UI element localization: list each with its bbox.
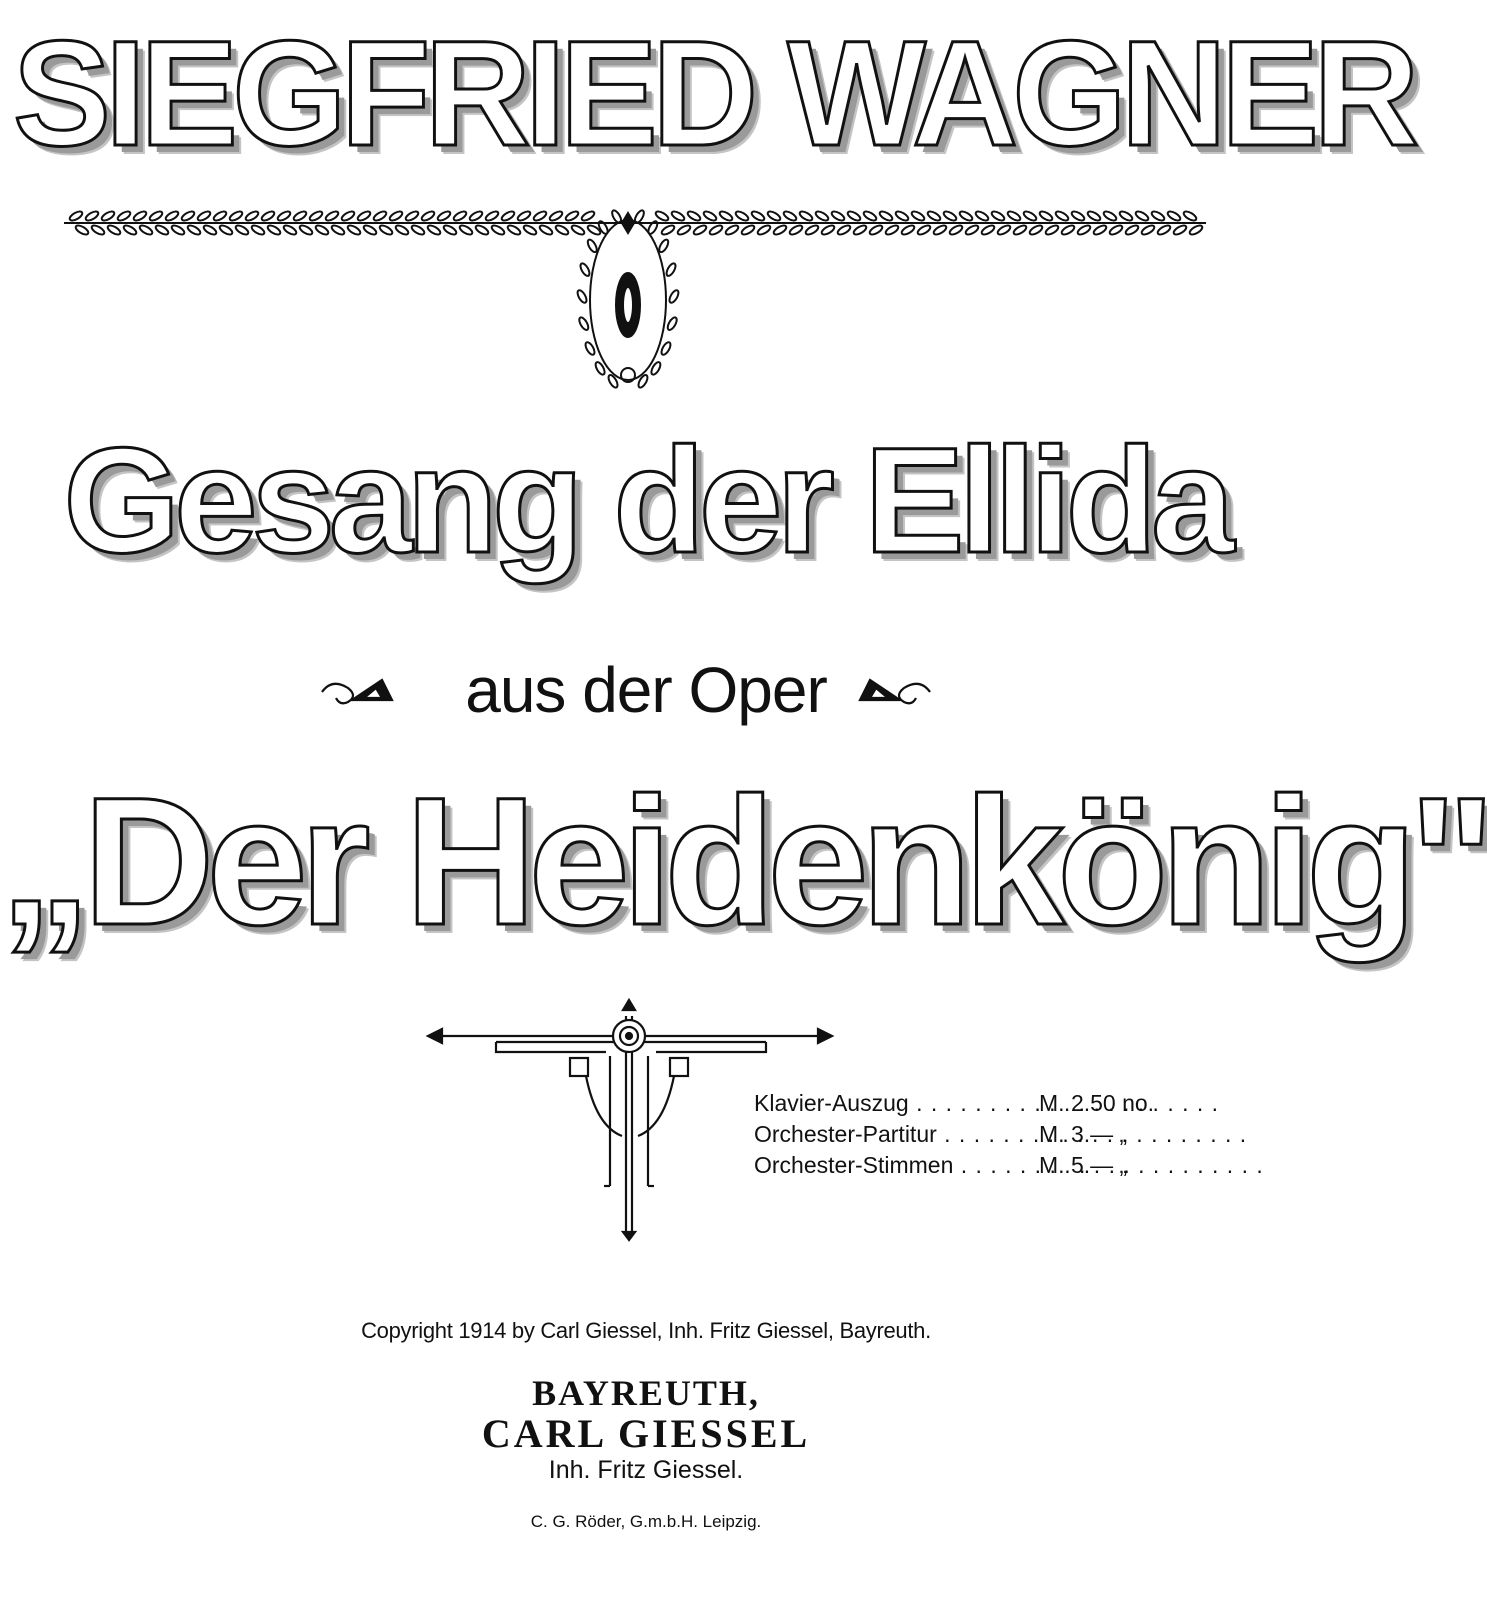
laurel-leaf — [1044, 224, 1059, 237]
publisher-name: CARL GIESSEL — [481, 1411, 811, 1456]
laurel-leaf — [1012, 224, 1027, 237]
laurel-leaf — [1140, 224, 1155, 237]
laurel-leaf — [1038, 210, 1053, 223]
laurel-leaf — [692, 224, 707, 237]
laurel-leaf — [170, 224, 185, 237]
laurel-leaf — [576, 289, 589, 304]
laurel-leaf — [1124, 224, 1139, 237]
laurel-leaf — [490, 224, 505, 237]
laurel-leaf — [564, 210, 579, 223]
laurel-leaf — [862, 210, 877, 223]
laurel-leaf — [772, 224, 787, 237]
laurel-leaf — [106, 224, 121, 237]
laurel-leaf — [202, 224, 217, 237]
laurel-leaf — [1102, 210, 1117, 223]
laurel-leaf — [276, 210, 291, 223]
laurel-leaf — [996, 224, 1011, 237]
laurel-leaf — [798, 210, 813, 223]
printer-credit: C. G. Röder, G.m.b.H. Leipzig. — [530, 1512, 762, 1531]
laurel-leaf — [314, 224, 329, 237]
laurel-leaf — [820, 224, 835, 237]
laurel-leaf — [702, 210, 717, 223]
laurel-leaf — [1086, 210, 1101, 223]
laurel-leaf — [554, 224, 569, 237]
price-row — [754, 1119, 1154, 1150]
laurel-leaf — [910, 210, 925, 223]
laurel-leaf — [654, 210, 669, 223]
laurel-leaf — [522, 224, 537, 237]
laurel-leaf — [186, 224, 201, 237]
laurel-leaf — [676, 224, 691, 237]
laurel-leaf — [990, 210, 1005, 223]
laurel-leaf — [148, 210, 163, 223]
laurel-leaf — [668, 289, 681, 304]
laurel-leaf — [234, 224, 249, 237]
laurel-leaf — [378, 224, 393, 237]
laurel-leaf — [894, 210, 909, 223]
opera-title: „Der Heidenkönig" — [0, 759, 1487, 963]
laurel-leaf — [250, 224, 265, 237]
laurel-leaf — [266, 224, 281, 237]
laurel-leaf — [948, 224, 963, 237]
laurel-leaf — [116, 210, 131, 223]
laurel-leaf — [1060, 224, 1075, 237]
laurel-leaf — [426, 224, 441, 237]
laurel-leaf — [836, 224, 851, 237]
laurel-leaf — [788, 224, 803, 237]
price-part-name: Klavier-Auszug . . . — [754, 1088, 1039, 1119]
laurel-leaf — [584, 341, 597, 356]
laurel-leaf — [958, 210, 973, 223]
laurel-leaf — [974, 210, 989, 223]
publisher-owner: Inh. Fritz Giessel. — [548, 1456, 744, 1484]
laurel-leaf — [1092, 224, 1107, 237]
laurel-leaf — [1108, 224, 1123, 237]
laurel-leaf — [1076, 224, 1091, 237]
laurel-leaf — [756, 224, 771, 237]
laurel-leaf — [452, 210, 467, 223]
laurel-leaf — [282, 224, 297, 237]
laurel-leaf — [852, 224, 867, 237]
laurel-leaf — [980, 224, 995, 237]
laurel-leaf — [410, 224, 425, 237]
laurel-leaf — [218, 224, 233, 237]
laurel-leaf — [670, 210, 685, 223]
laurel-leaf — [900, 224, 915, 237]
laurel-leaf — [468, 210, 483, 223]
laurel-leaf — [814, 210, 829, 223]
laurel-leaf — [404, 210, 419, 223]
laurel-leaf — [586, 238, 599, 253]
laurel-leaf — [68, 210, 83, 223]
laurel-leaf — [1166, 210, 1181, 223]
laurel-leaf — [1118, 210, 1133, 223]
laurel-leaf — [532, 210, 547, 223]
laurel-leaf — [1006, 210, 1021, 223]
laurel-leaf — [500, 210, 515, 223]
laurel-leaf — [420, 210, 435, 223]
laurel-leaf — [538, 224, 553, 237]
laurel-leaf — [830, 210, 845, 223]
laurel-leaf — [346, 224, 361, 237]
laurel-leaf — [718, 210, 733, 223]
laurel-leaf — [740, 224, 755, 237]
laurel-leaf — [100, 210, 115, 223]
laurel-leaf — [878, 210, 893, 223]
laurel-leaf — [84, 210, 99, 223]
price-part-name: Orchester-Partitur . . . — [754, 1119, 1039, 1150]
price-value: M. 5.— „ — [1039, 1152, 1128, 1178]
right-flourish-ornament — [852, 674, 934, 708]
laurel-leaf — [372, 210, 387, 223]
laurel-leaf — [474, 224, 489, 237]
laurel-leaf — [122, 224, 137, 237]
work-subtitle: aus der Oper — [465, 654, 827, 726]
work-title: Gesang der Ellida — [63, 416, 1229, 584]
laurel-leaf — [846, 210, 861, 223]
laurel-leaf — [665, 262, 678, 277]
laurel-leaf — [932, 224, 947, 237]
laurel-leaf — [180, 210, 195, 223]
laurel-leaf — [926, 210, 941, 223]
laurel-leaf — [548, 210, 563, 223]
laurel-leaf — [964, 224, 979, 237]
copyright-notice: Copyright 1914 by Carl Giessel, Inh. Fritz Giessel, Bayreuth. — [361, 1318, 931, 1343]
laurel-leaf — [1182, 210, 1197, 223]
laurel-leaf — [916, 224, 931, 237]
laurel-leaf — [138, 224, 153, 237]
laurel-leaf — [516, 210, 531, 223]
laurel-leaf — [330, 224, 345, 237]
laurel-leaf — [1028, 224, 1043, 237]
laurel-leaf — [324, 210, 339, 223]
laurel-leaf — [362, 224, 377, 237]
laurel-leaf — [686, 210, 701, 223]
laurel-leaf — [657, 238, 670, 253]
publisher-city: BAYREUTH, — [532, 1373, 760, 1413]
laurel-leaf — [90, 224, 105, 237]
laurel-leaf — [1172, 224, 1187, 237]
laurel-leaf — [298, 224, 313, 237]
laurel-leaf — [164, 210, 179, 223]
laurel-leaf — [750, 210, 765, 223]
laurel-leaf — [666, 316, 679, 331]
laurel-leaf — [292, 210, 307, 223]
price-list — [754, 1088, 1154, 1181]
laurel-leaf — [782, 210, 797, 223]
laurel-leaf — [260, 210, 275, 223]
laurel-leaf — [132, 210, 147, 223]
laurel-leaf — [1070, 210, 1085, 223]
laurel-leaf — [196, 210, 211, 223]
laurel-leaf — [436, 210, 451, 223]
laurel-leaf — [154, 224, 169, 237]
laurel-leaf — [734, 210, 749, 223]
laurel-leaf — [356, 210, 371, 223]
laurel-leaf — [868, 224, 883, 237]
price-value: M. 2.50 no. — [1039, 1090, 1155, 1116]
laurel-leaf — [724, 224, 739, 237]
laurel-leaf — [766, 210, 781, 223]
laurel-leaf — [212, 210, 227, 223]
laurel-leaf — [228, 210, 243, 223]
laurel-leaf — [580, 210, 595, 223]
laurel-leaf — [506, 224, 521, 237]
laurel-leaf — [660, 341, 673, 356]
price-row — [754, 1150, 1154, 1181]
laurel-leaf — [708, 224, 723, 237]
laurel-leaf — [570, 224, 585, 237]
laurel-leaf — [884, 224, 899, 237]
laurel-leaf — [340, 210, 355, 223]
laurel-leaf — [1134, 210, 1149, 223]
laurel-leaf — [484, 210, 499, 223]
laurel-leaf — [1156, 224, 1171, 237]
laurel-leaf — [394, 224, 409, 237]
laurel-leaf — [308, 210, 323, 223]
laurel-leaf — [660, 224, 675, 237]
laurel-leaf — [442, 224, 457, 237]
laurel-leaf — [1054, 210, 1069, 223]
price-value: M. 3.— „ — [1039, 1121, 1128, 1147]
laurel-garland-ornament — [56, 205, 1216, 405]
laurel-leaf — [388, 210, 403, 223]
price-part-name: Orchester-Stimmen . . . — [754, 1150, 1039, 1181]
laurel-leaf — [579, 262, 592, 277]
price-row — [754, 1088, 1154, 1119]
laurel-leaf — [1188, 224, 1203, 237]
composer-name: SIEGFRIED WAGNER — [12, 9, 1414, 177]
laurel-leaf — [1150, 210, 1165, 223]
laurel-leaf — [74, 224, 89, 237]
laurel-leaf — [1022, 210, 1037, 223]
laurel-leaf — [942, 210, 957, 223]
laurel-leaf — [804, 224, 819, 237]
laurel-leaf — [244, 210, 259, 223]
laurel-leaf — [578, 316, 591, 331]
laurel-leaf — [458, 224, 473, 237]
